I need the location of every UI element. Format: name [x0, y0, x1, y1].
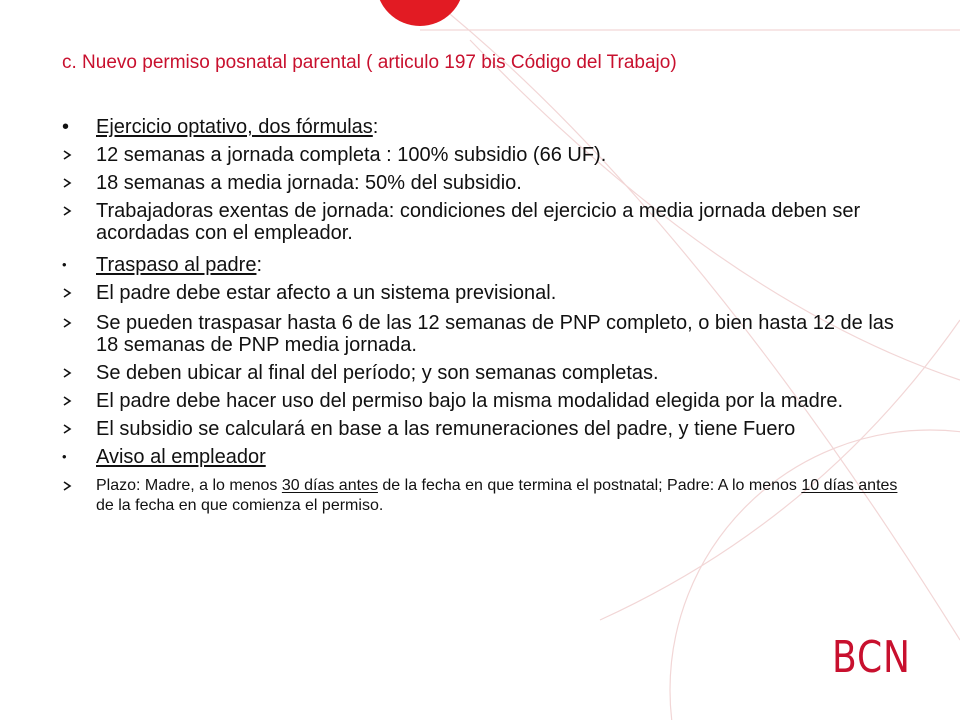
list-item: El subsidio se calculará en base a las remuneraciones del padre, y tiene Fuero	[62, 418, 912, 440]
arrow-bullet-icon	[62, 424, 72, 434]
section-heading-traspaso: • Traspaso al padre:	[62, 254, 263, 276]
red-circle-decoration	[376, 0, 464, 26]
list-item-plazo: Plazo: Madre, a lo menos 30 días antes de la fecha en que termina el postnatal; Padre: A lo menos 10 días antes de la fecha en que comienza el permiso.	[62, 476, 912, 516]
arrow-bullet-icon	[62, 288, 72, 298]
arrow-bullet-icon	[62, 206, 72, 216]
list-item: Trabajadoras exentas de jornada: condiciones del ejercicio a media jornada deben ser acordadas con el empleador.	[62, 200, 912, 244]
arrow-bullet-icon	[62, 481, 72, 491]
list-item: El padre debe estar afecto a un sistema previsional.	[62, 282, 912, 304]
list-item: Se pueden traspasar hasta 6 de las 12 semanas de PNP completo, o bien hasta 12 de las 18 semanas de PNP media jornada.	[62, 312, 912, 356]
bcn-logo: BCN	[832, 632, 911, 683]
bullet-icon: •	[62, 116, 70, 138]
slide-title: c. Nuevo permiso posnatal parental ( articulo 197 bis Código del Trabajo)	[62, 52, 677, 73]
list-item: Se deben ubicar al final del período; y son semanas completas.	[62, 362, 912, 384]
arrow-bullet-icon	[62, 178, 72, 188]
section-heading-aviso: • Aviso al empleador	[62, 446, 266, 468]
bullet-icon: •	[62, 449, 67, 464]
arrow-bullet-icon	[62, 368, 72, 378]
list-item: 18 semanas a media jornada: 50% del subsidio.	[62, 172, 912, 194]
list-item: 12 semanas a jornada completa : 100% subsidio (66 UF).	[62, 144, 912, 166]
list-item: El padre debe hacer uso del permiso bajo la misma modalidad elegida por la madre.	[62, 390, 912, 412]
arrow-bullet-icon	[62, 318, 72, 328]
bullet-icon: •	[62, 257, 67, 272]
section-heading-ejercicio: • Ejercicio optativo, dos fórmulas:	[62, 116, 379, 138]
arrow-bullet-icon	[62, 396, 72, 406]
arrow-bullet-icon	[62, 150, 72, 160]
slide-content	[62, 116, 912, 516]
